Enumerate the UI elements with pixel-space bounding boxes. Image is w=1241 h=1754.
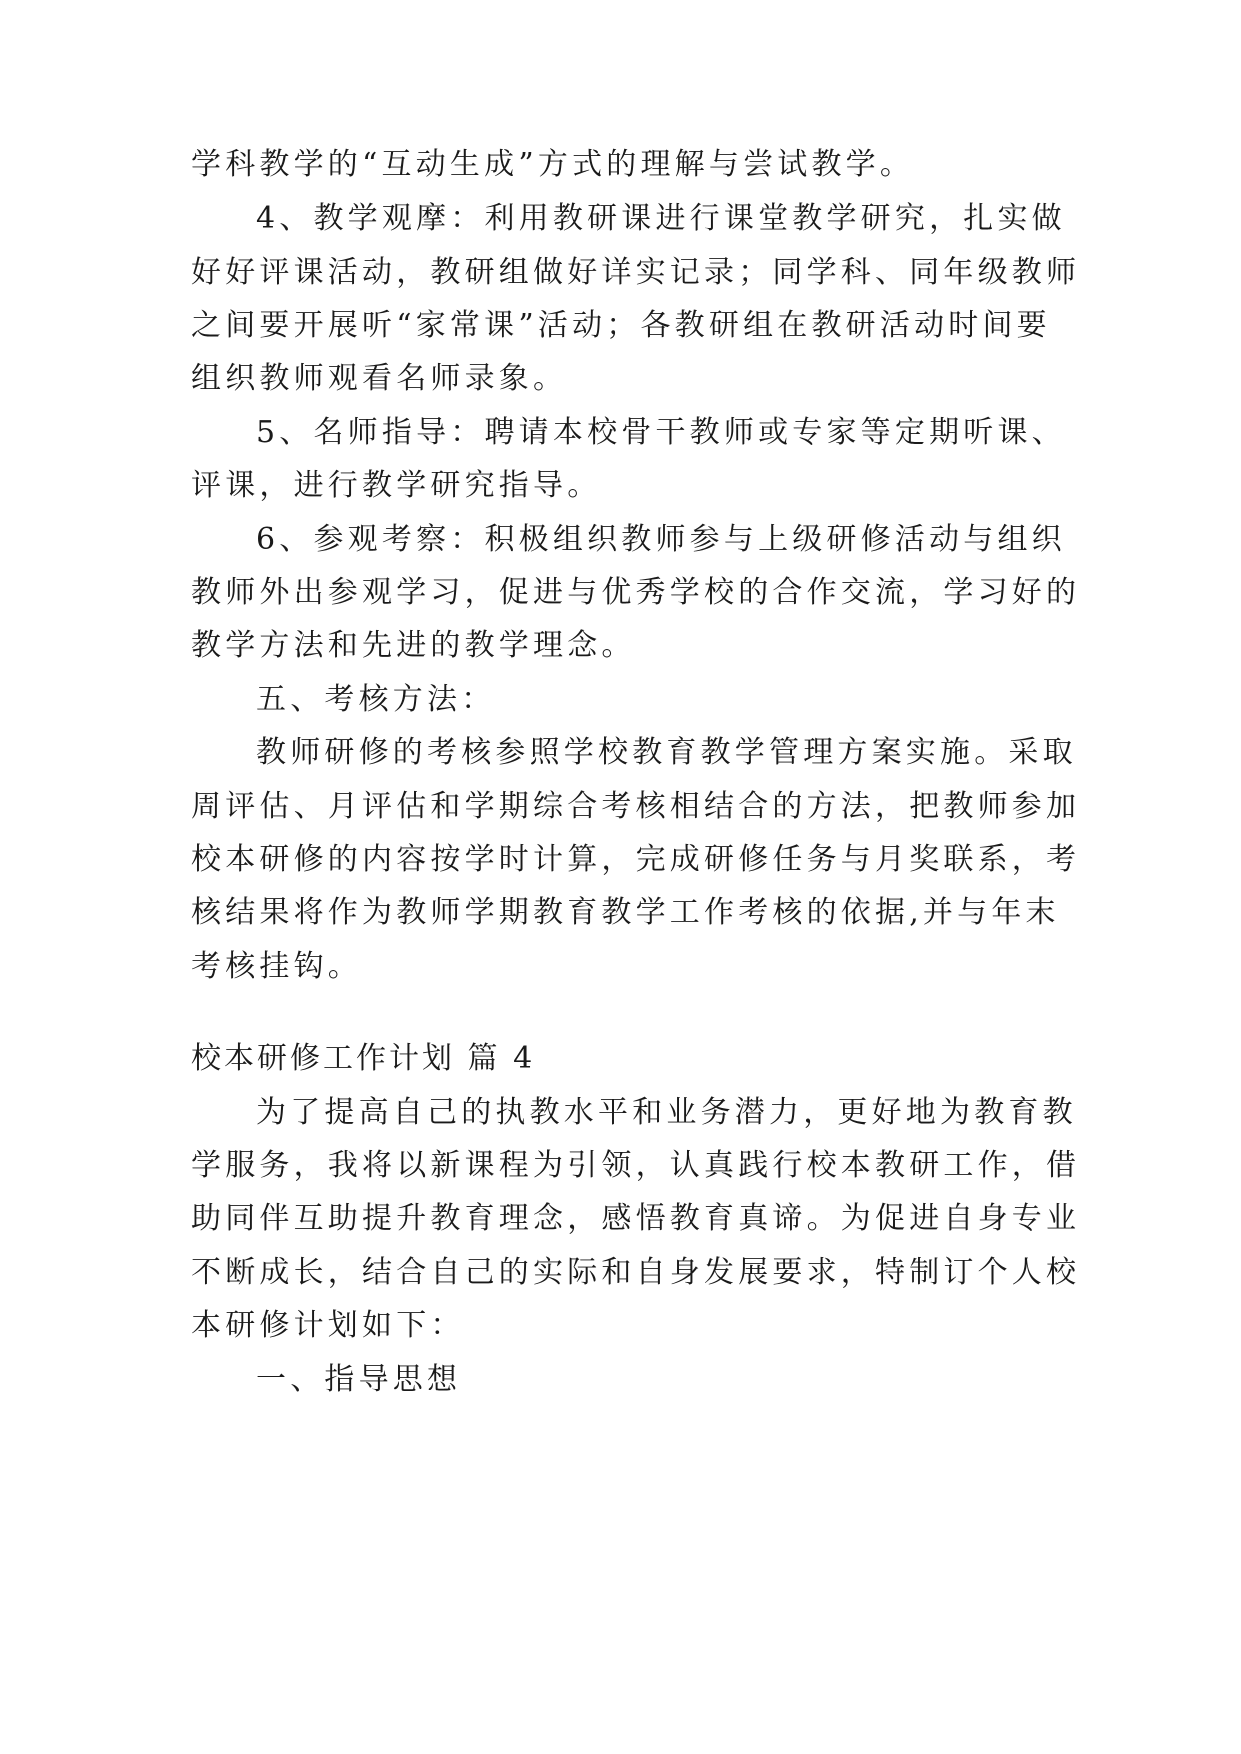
paragraph-line: 教师研修的考核参照学校教育教学管理方案实施。采取 xyxy=(256,735,1077,770)
paragraph-line: 6、参观考察：积极组织教师参与上级研修活动与组织 xyxy=(256,522,1066,557)
paragraph-line: 教学方法和先进的教学理念。 xyxy=(191,628,636,663)
paragraph-line: 考核挂钩。 xyxy=(191,949,362,984)
paragraph-line: 教师外出参观学习，促进与优秀学校的合作交流，学习好的 xyxy=(191,575,1081,610)
paragraph-line: 之间要开展听“家常课”活动；各教研组在教研活动时间要 xyxy=(191,308,1051,343)
paragraph-line: 为了提高自己的执教水平和业务潜力，更好地为教育教 xyxy=(256,1095,1077,1130)
paragraph-line: 本研修计划如下： xyxy=(191,1308,465,1343)
paragraph-line: 核结果将作为教师学期教育教学工作考核的依据,并与年末 xyxy=(191,895,1060,930)
paragraph-line: 5、名师指导：聘请本校骨干教师或专家等定期听课、 xyxy=(256,415,1066,450)
paragraph-line: 组织教师观看名师录象。 xyxy=(191,361,568,396)
paragraph-line: 好好评课活动，教研组做好详实记录；同学科、同年级教师 xyxy=(191,255,1081,290)
paragraph-line: 学服务，我将以新课程为引领，认真践行校本教研工作，借 xyxy=(191,1148,1081,1183)
paragraph-line: 不断成长，结合自己的实际和自身发展要求，特制订个人校 xyxy=(191,1255,1081,1290)
paragraph-line: 周评估、月评估和学期综合考核相结合的方法，把教师参加 xyxy=(191,789,1081,824)
paragraph-line: 评课，进行教学研究指导。 xyxy=(191,468,602,503)
article-title: 校本研修工作计划 篇 4 xyxy=(191,1041,536,1076)
paragraph-line: 4、教学观摩：利用教研课进行课堂教学研究，扎实做 xyxy=(256,201,1066,236)
paragraph-line: 学科教学的“互动生成”方式的理解与尝试教学。 xyxy=(191,147,915,182)
paragraph-line: 助同伴互助提升教育理念，感悟教育真谛。为促进自身专业 xyxy=(191,1201,1081,1236)
section-heading: 一、指导思想 xyxy=(256,1362,462,1397)
section-heading: 五、考核方法： xyxy=(256,682,496,717)
paragraph-line: 校本研修的内容按学时计算，完成研修任务与月奖联系，考 xyxy=(191,842,1081,877)
